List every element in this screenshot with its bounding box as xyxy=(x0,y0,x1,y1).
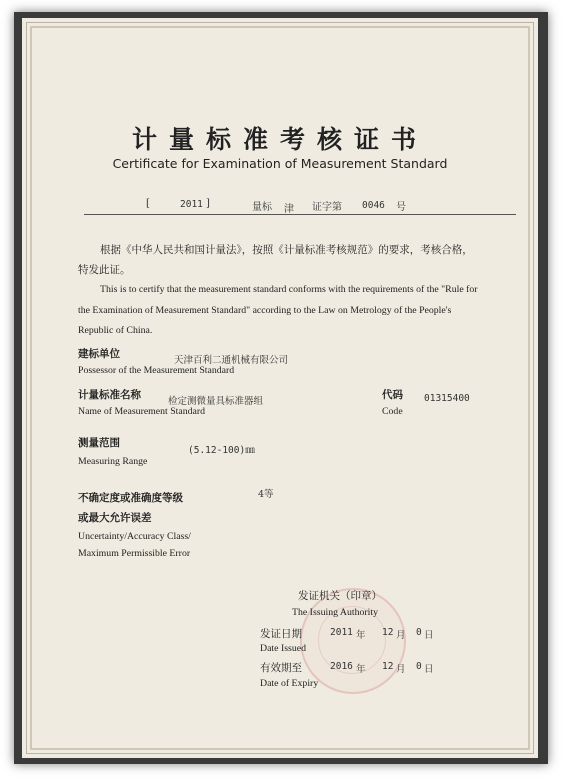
range-label-en: Measuring Range xyxy=(78,456,148,467)
statement-chinese: 根据《中华人民共和国计量法》，按照《计量标准考核规范》的要求，考核合格，特发此证。 xyxy=(78,244,473,276)
cert-number: 0046 xyxy=(362,200,385,211)
uncertainty-value: 4等 xyxy=(258,489,274,500)
code-label-en: Code xyxy=(382,406,403,417)
uncertainty-label-en-1: Uncertainty/Accuracy Class/ xyxy=(78,531,191,542)
date-expiry-year: 2016 xyxy=(330,661,353,672)
authority-label-cn: 发证机关（印章） xyxy=(298,590,382,602)
date-issued-year: 2011 xyxy=(330,627,353,638)
date-expiry-day-unit: 日 xyxy=(424,664,434,675)
code-label-cn: 代码 xyxy=(382,389,403,401)
date-issued-day: 0 xyxy=(416,627,422,638)
date-expiry-label-en: Date of Expiry xyxy=(260,678,319,689)
possessor-value: 天津百利二通机械有限公司 xyxy=(174,355,289,366)
possessor-label-cn: 建标单位 xyxy=(78,348,120,360)
title-chinese: 计量标准考核证书 xyxy=(131,125,428,154)
authority-label-en: The Issuing Authority xyxy=(292,607,378,618)
standard-name-label-cn: 计量标准名称 xyxy=(78,389,141,401)
date-issued-year-unit: 年 xyxy=(356,630,366,641)
cert-suffix: 号 xyxy=(396,202,406,213)
date-issued-label-en: Date Issued xyxy=(260,643,306,654)
uncertainty-label-cn-1: 不确定度或准确度等级 xyxy=(78,492,183,504)
cert-bracket-close: ] xyxy=(206,198,210,209)
cert-year: 2011 xyxy=(180,199,203,210)
date-expiry-label-cn: 有效期至 xyxy=(260,662,302,674)
code-value: 01315400 xyxy=(424,393,470,404)
date-issued-month: 12 xyxy=(382,627,394,638)
cert-middle: 证字第 xyxy=(312,202,342,213)
date-issued-label-cn: 发证日期 xyxy=(260,628,302,640)
cert-prefix: 量标 xyxy=(252,202,272,213)
standard-name-value: 检定测微量具标准器组 xyxy=(168,396,264,407)
divider-line xyxy=(84,214,516,215)
range-value: (5.12-100)㎜ xyxy=(188,445,255,456)
uncertainty-label-cn-2: 或最大允许误差 xyxy=(78,512,152,524)
uncertainty-label-en-2: Maximum Permissible Error xyxy=(78,548,191,559)
certificate-paper xyxy=(22,18,538,758)
date-expiry-day: 0 xyxy=(416,661,422,672)
date-expiry-month-unit: 月 xyxy=(396,664,406,675)
date-expiry-month: 12 xyxy=(382,661,394,672)
date-issued-day-unit: 日 xyxy=(424,630,434,641)
statement-english: This is to certify that the measurement standard conforms with the requirements of the "Rule for the Examination of Measurement Standard" according to the Law on Metrology of the People's Republic of China. xyxy=(78,284,478,336)
range-label-cn: 测量范围 xyxy=(78,437,120,449)
standard-name-label-en: Name of Measurement Standard xyxy=(78,406,206,417)
cert-region: 津 xyxy=(284,204,294,215)
cert-bracket-open: [ xyxy=(146,198,150,209)
date-issued-month-unit: 月 xyxy=(396,630,406,641)
date-expiry-year-unit: 年 xyxy=(356,664,366,675)
title-english: Certificate for Examination of Measurement Standard xyxy=(112,156,448,171)
possessor-label-en: Possessor of the Measurement Standard xyxy=(78,365,235,376)
